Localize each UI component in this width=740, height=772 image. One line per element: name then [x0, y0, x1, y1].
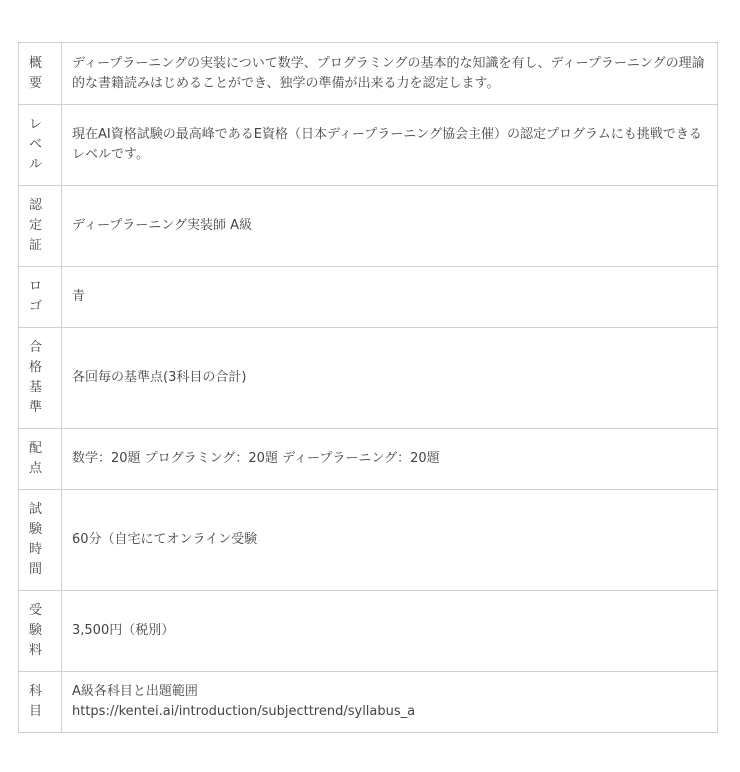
value-exam-time: 60分（自宅にてオンライン受験 [62, 490, 718, 591]
label-level: レベル [19, 105, 62, 186]
label-subjects: 科目 [19, 672, 62, 733]
value-exam-fee: 3,500円（税別） [62, 591, 718, 672]
row-exam-time [19, 490, 718, 591]
row-logo [19, 267, 718, 328]
row-overview [19, 43, 718, 105]
label-scoring: 配点 [19, 429, 62, 490]
value-level: 現在AI資格試験の最高峰であるE資格（日本ディープラーニング協会主催）の認定プログラムにも挑戦できるレベルです。 [62, 105, 718, 186]
row-passing-criteria [19, 328, 718, 429]
subjects-heading: A級各科目と出題範囲 [72, 684, 198, 699]
row-exam-fee [19, 591, 718, 672]
value-certificate: ディープラーニング実装師 A級 [62, 186, 718, 267]
value-overview: ディープラーニングの実装について数学、プログラミングの基本的な知識を有し、ディープラーニングの理論的な書籍読みはじめることができ、独学の準備が出来る力を認定します。 [62, 43, 718, 105]
row-scoring [19, 429, 718, 490]
label-passing-criteria: 合格基準 [19, 328, 62, 429]
value-logo: 青 [62, 267, 718, 328]
value-scoring: 数学：20題 プログラミング：20題 ディープラーニング：20題 [62, 429, 718, 490]
label-exam-fee: 受験料 [19, 591, 62, 672]
label-exam-time: 試験時間 [19, 490, 62, 591]
row-subjects [19, 672, 718, 733]
value-subjects [62, 672, 718, 733]
label-certificate: 認定証 [19, 186, 62, 267]
row-certificate [19, 186, 718, 267]
exam-spec-table [18, 42, 718, 733]
value-passing-criteria: 各回毎の基準点(3科目の合計) [62, 328, 718, 429]
label-overview: 概要 [19, 43, 62, 105]
label-logo: ロゴ [19, 267, 62, 328]
syllabus-link: https://kentei.ai/introduction/subjecttrend/syllabus_a [72, 704, 416, 719]
row-level [19, 105, 718, 186]
